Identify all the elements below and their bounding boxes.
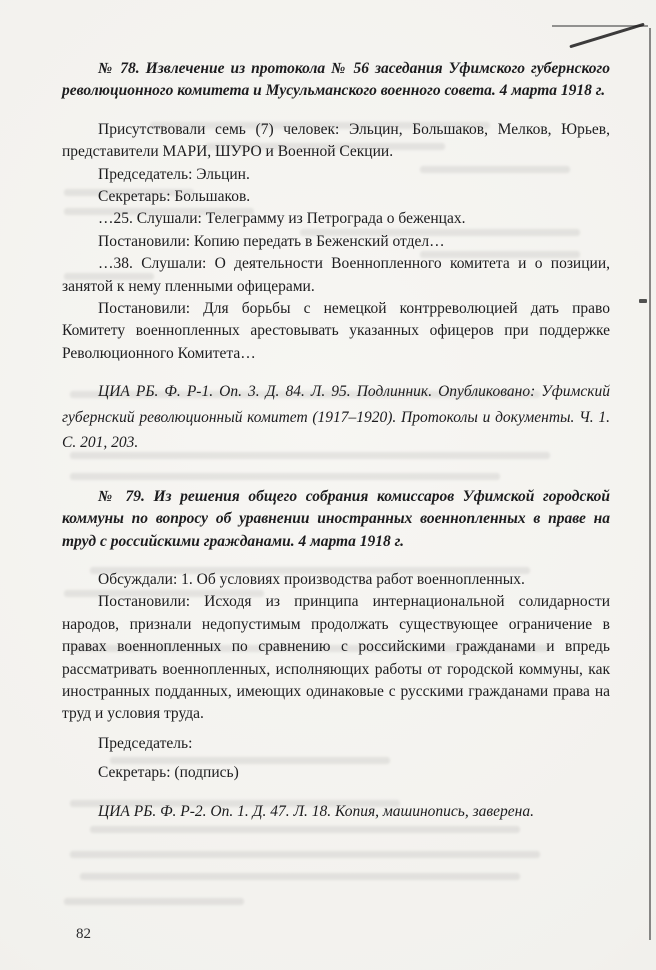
- paragraph: …25. Слушали: Телеграмму из Петрограда о беженцах.: [98, 210, 466, 228]
- document-78: [62, 58, 610, 456]
- scan-artifact-right-edge: [649, 28, 651, 940]
- signature-line-chairman: Председатель:: [98, 734, 193, 752]
- paragraph: Обсуждали: 1. Об условиях производства работ военнопленных.: [98, 571, 525, 588]
- paragraph: Постановили: Для борьбы с немецкой контрреволюцией дать право Комитету военнопленных арестовывать указанных офицеров при поддержке Революционного Комитета…: [62, 300, 610, 362]
- paragraph: Постановили: Копию передать в Беженский отдел…: [98, 232, 445, 250]
- archival-reference: ЦИА РБ. Ф. Р-2. Оп. 1. Д. 47. Л. 18. Копия, машинопись, заверена.: [98, 802, 534, 820]
- paragraph: Постановили: Исходя из принципа интернациональной солидарности народов, признали недопустимым продолжать существующее ограничение в правах военнопленных по сравнению с российскими гражданами и впредь рассматривать военнопленных, исполняющих работы от городской коммуны, как иностранных подданных, имеющих одинаковые с русскими гражданами права на труд и условия труда.: [62, 593, 610, 723]
- page-content: [62, 58, 610, 824]
- document-78-title: № 78. Извлечение из протокола № 56 заседания Уфимского губернского революционного комитета и Мусульманского военного совета. 4 марта 1918 г.: [62, 60, 610, 100]
- scan-artifact-top-edge: [552, 25, 648, 27]
- paragraph: Секретарь: Большаков.: [98, 188, 251, 206]
- bleed-through-line: [80, 873, 520, 880]
- signature-line-secretary: Секретарь: (подпись): [98, 764, 239, 782]
- page-number: 82: [76, 926, 91, 942]
- bleed-through-line: [64, 898, 244, 905]
- archival-reference: ЦИА РБ. Ф. Р-1. Оп. 3. Д. 84. Л. 95. Подлинник. Опубликовано: Уфимский губернский революционный комитет (1917–1920). Протоколы и документы. Ч. 1. С. 201, 203.: [62, 383, 610, 452]
- paragraph: Председатель: Эльцин.: [98, 165, 250, 183]
- bleed-through-line: [70, 851, 540, 858]
- document-79-body: [62, 569, 610, 785]
- paragraph: …38. Слушали: О деятельности Военнопленного комитета и о позиции, занятой к нему пленными офицерами.: [62, 255, 610, 295]
- bleed-through-line: [90, 826, 520, 833]
- document-79: [62, 486, 610, 824]
- document-78-body: [62, 119, 610, 365]
- paragraph: Присутствовали семь (7) человек: Эльцин, Большаков, Мелков, Юрьев, представители МАРИ, ШУРО и Военной Секции.: [62, 120, 610, 161]
- scan-artifact-mark: [639, 299, 647, 303]
- document-79-title: № 79. Из решения общего собрания комиссаров Уфимской городской коммуны по вопросу об уравнении иностранных военнопленных в праве на труд с российскими гражданами. 4 марта 1918 г.: [62, 487, 610, 550]
